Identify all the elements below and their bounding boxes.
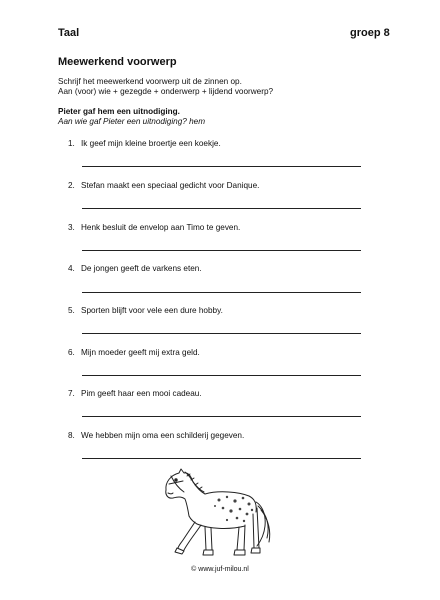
subject-label: Taal [58,27,80,39]
answer-line[interactable] [82,458,361,459]
exercise-number: 7. [68,389,75,398]
copyright-footer: © www.juf-milou.nl [191,566,249,573]
exercise-item [68,431,244,440]
exercise-text: Stefan maakt een speciaal gedicht voor Danique. [81,181,260,190]
instruction-line-1: Schrijf het meewerkend voorwerp uit de zinnen op. [58,77,242,86]
exercise-item [68,389,202,398]
exercise-text: De jongen geeft de varkens eten. [81,264,202,273]
exercise-item [68,348,200,357]
example-sentence: Pieter gaf hem een uitnodiging. [58,107,180,116]
answer-line[interactable] [82,250,361,251]
exercise-number: 8. [68,431,75,440]
group-label: groep 8 [350,27,390,39]
answer-line[interactable] [82,166,361,167]
exercise-number: 3. [68,223,75,232]
example-answer: Aan wie gaf Pieter een uitnodiging? hem [58,117,206,126]
answer-line[interactable] [82,208,361,209]
exercise-text: Mijn moeder geeft mij extra geld. [81,348,200,357]
exercise-item [68,223,240,232]
exercise-text: Henk besluit de envelop aan Timo te geven. [81,223,241,232]
exercise-number: 5. [68,306,75,315]
horse-illustration-icon [157,466,277,562]
exercise-text: Sporten blijft voor vele een dure hobby. [81,306,223,315]
answer-line[interactable] [82,333,361,334]
answer-line[interactable] [82,292,361,293]
exercise-item [68,139,221,148]
exercise-item [68,181,259,190]
instruction-line-2: Aan (voor) wie + gezegde + onderwerp + lijdend voorwerp? [58,87,274,96]
answer-line[interactable] [82,416,361,417]
exercise-text: Pim geeft haar een mooi cadeau. [81,389,202,398]
exercise-number: 6. [68,348,75,357]
exercise-number: 1. [68,139,75,148]
exercise-number: 4. [68,264,75,273]
worksheet-title: Meewerkend voorwerp [58,56,177,68]
answer-line[interactable] [82,375,361,376]
exercise-text: We hebben mijn oma een schilderij gegeven. [81,431,245,440]
exercise-text: Ik geef mijn kleine broertje een koekje. [81,139,221,148]
exercise-item [68,306,223,315]
exercise-number: 2. [68,181,75,190]
exercise-item [68,264,202,273]
